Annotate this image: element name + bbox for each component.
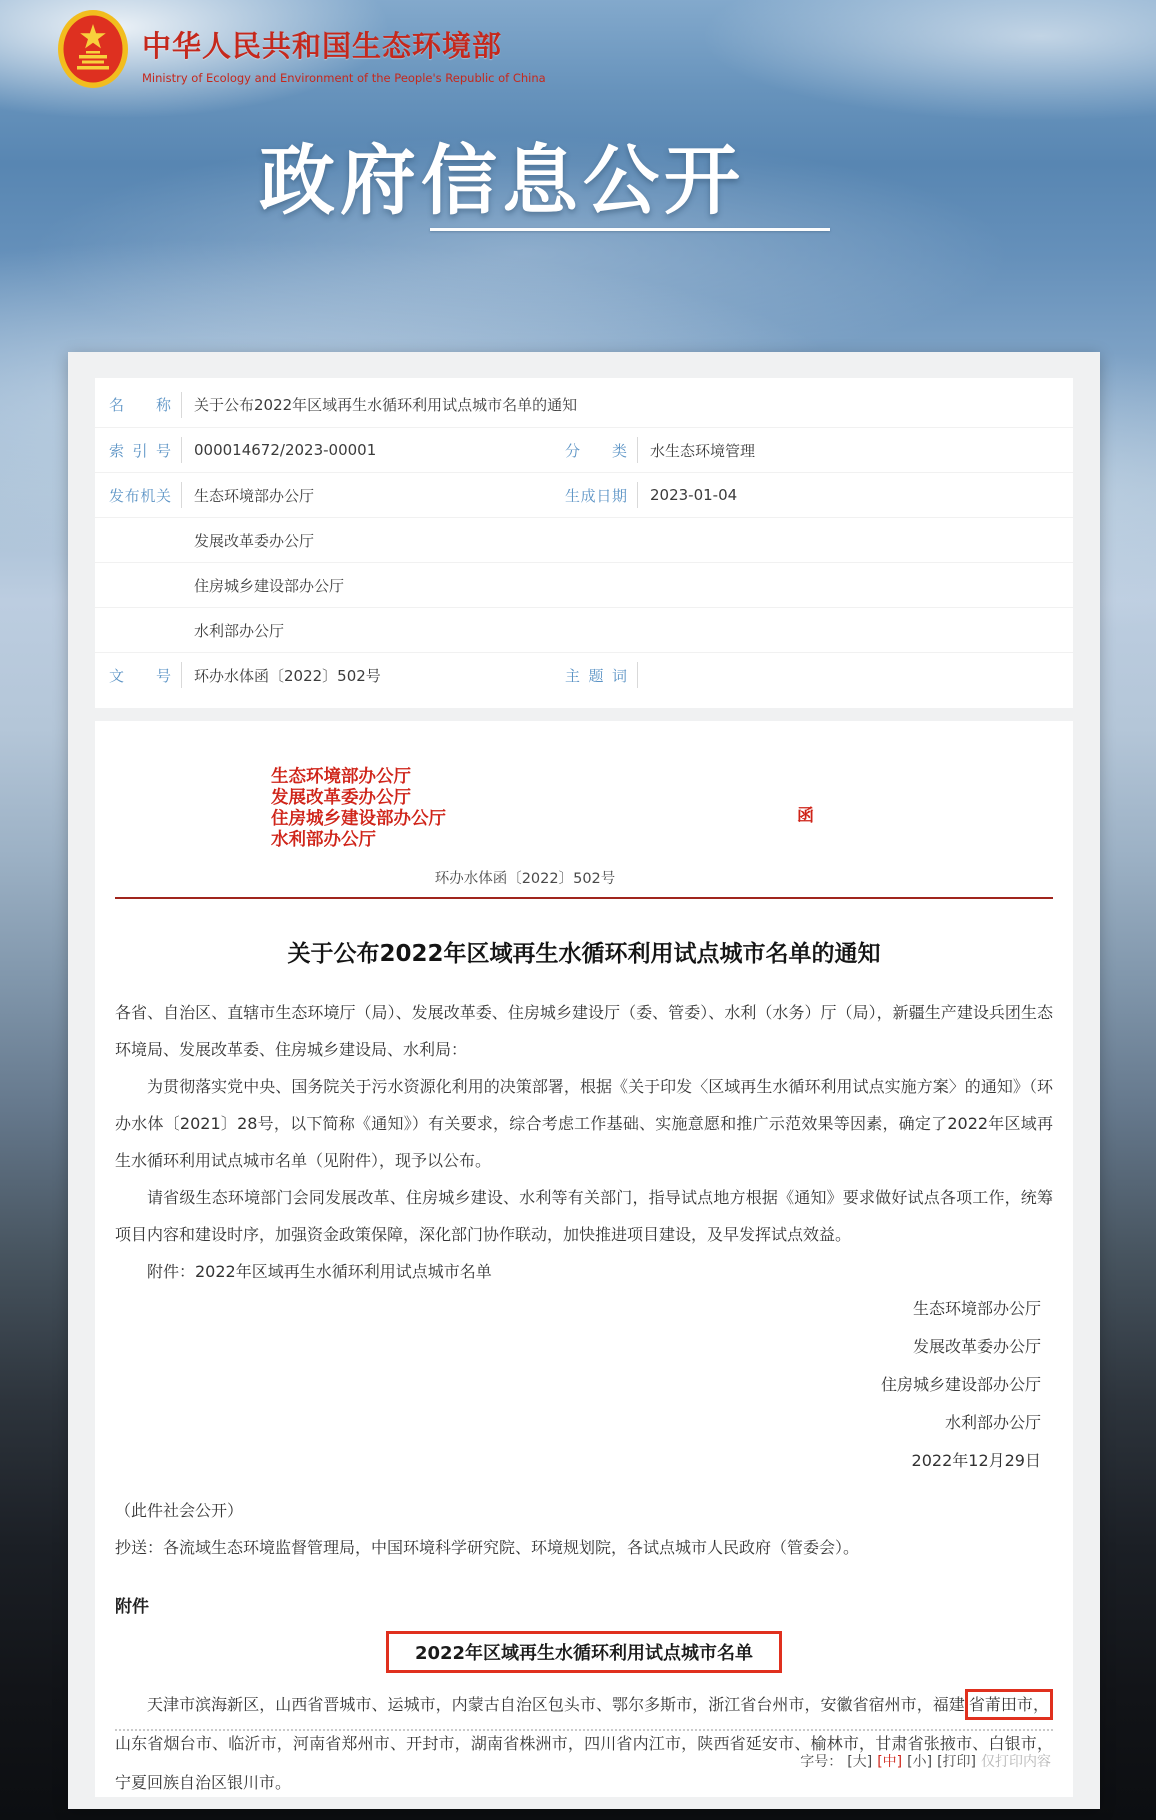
signature-block [115, 1290, 1053, 1480]
meta-value-issuer-2: 发展改革委办公厅 [194, 531, 315, 550]
agency-line: 发展改革委办公厅 [271, 788, 411, 808]
meta-value-index: 000014672/2023-00001 [194, 441, 377, 459]
meta-row-issuer-date [95, 472, 1073, 517]
meta-label-subject: 主题词 [565, 666, 627, 685]
content-container [68, 352, 1100, 1809]
meta-row-issuer-2 [95, 517, 1073, 562]
font-size-medium-button[interactable]: [中] [877, 1754, 903, 1770]
signature-agency: 水利部办公厅 [944, 1413, 1041, 1432]
ministry-name-cn: 中华人民共和国生态环境部 [142, 28, 503, 63]
print-button[interactable]: [打印] [937, 1754, 976, 1770]
agency-line: 生态环境部办公厅 [271, 767, 411, 787]
site-masthead [0, 0, 1156, 96]
document-type-char: 函 [797, 806, 814, 826]
agency-line: 住房城乡建设部办公厅 [271, 809, 446, 829]
pilot-city-list [115, 1685, 1053, 1797]
document-number: 环办水体函〔2022〕502号 [434, 871, 616, 887]
meta-value-issuer-3: 住房城乡建设部办公厅 [194, 576, 345, 595]
meta-row-issuer-4 [95, 607, 1073, 652]
meta-value-docnum: 环办水体函〔2022〕502号 [194, 666, 381, 685]
font-size-label: 字号： [800, 1754, 843, 1770]
meta-value-category: 水生态环境管理 [650, 441, 756, 460]
national-emblem-logo [56, 8, 130, 90]
cc-line: 抄送：各流域生态环境监督管理局，中国环境科学研究院、环境规划院，各试点城市人民政府（管委会）。 [115, 1538, 860, 1557]
red-rule [115, 897, 1053, 899]
meta-row-issuer-3 [95, 562, 1073, 607]
document-body [115, 994, 1053, 1290]
meta-label-docnum: 文号 [109, 666, 171, 685]
meta-value-issuer-1: 生态环境部办公厅 [194, 486, 315, 505]
signature-agency: 生态环境部办公厅 [912, 1299, 1041, 1318]
meta-label-index: 索引号 [109, 441, 171, 460]
document-metadata-table [95, 378, 1073, 708]
print-note: 仅打印内容 [981, 1754, 1051, 1770]
meta-label-category: 分类 [565, 441, 627, 460]
divider [637, 662, 638, 688]
appendix-title-highlight-box: 2022年区域再生水循环利用试点城市名单 [386, 1631, 782, 1673]
ministry-home-link[interactable] [0, 0, 1156, 90]
meta-label-date: 生成日期 [565, 486, 627, 505]
attachment-reference-line: 附件：2022年区域再生水循环利用试点城市名单 [147, 1262, 492, 1281]
meta-label-name: 名称 [109, 396, 171, 414]
signature-agency: 住房城乡建设部办公厅 [880, 1375, 1041, 1394]
appendix-label: 附件 [115, 1597, 149, 1617]
signature-agency: 发展改革委办公厅 [912, 1337, 1041, 1356]
font-size-small-button[interactable]: [小] [907, 1754, 933, 1770]
footer-dotted-divider [115, 1729, 1053, 1731]
salutation-paragraph: 各省、自治区、直辖市生态环境厅（局）、发展改革委、住房城乡建设厅（委、管委）、水利（水务）厅（局），新疆生产建设兵团生态环境局、发展改革委、住房城乡建设局、水利局： [115, 1003, 1053, 1059]
signature-date: 2022年12月29日 [911, 1451, 1041, 1470]
issuing-agencies-block [271, 767, 1053, 851]
meta-row-index-category [95, 427, 1073, 472]
meta-value-issuer-4: 水利部办公厅 [194, 621, 285, 640]
agency-line: 水利部办公厅 [271, 830, 376, 850]
body-paragraph-2: 请省级生态环境部门会同发展改革、住房城乡建设、水利等有关部门，指导试点地方根据《通知》要求做好试点各项工作，统筹项目内容和建设时序，加强资金政策保障，深化部门协作联动，加快推进项目建设，及早发挥试点效益。 [115, 1188, 1053, 1244]
public-disclosure-note: （此件社会公开） [115, 1501, 244, 1520]
meta-label-issuer: 发布机关 [109, 486, 171, 505]
city-list-segment: 山东省烟台市、临沂市，河南省郑州市、开封市，湖南省株洲市，四川省内江市，陕西省延安市、榆林市，甘肃省张掖市、白银市，宁夏回族自治区银川市。 [115, 1734, 1053, 1792]
body-paragraph-1: 为贯彻落实党中央、国务院关于污水资源化利用的决策部署，根据《关于印发〈区域再生水循环利用试点实施方案〉的通知》（环办水体〔2021〕28号，以下简称《通知》）有关要求，综合考虑工作基础、实施意愿和推广示范效果等因素，确定了2022年区域再生水循环利用试点城市名单（见附件），现予以公布。 [115, 1077, 1053, 1170]
city-list-segment: 天津市滨海新区，山西省晋城市、运城市，内蒙古自治区包头市、鄂尔多斯市，浙江省台州市，安徽省宿州市，福建 [147, 1695, 965, 1714]
font-size-large-button[interactable]: [大] [847, 1754, 873, 1770]
title-underline [430, 228, 830, 231]
document-title: 关于公布2022年区域再生水循环利用试点城市名单的通知 [287, 941, 881, 967]
meta-row-docnum-subject [95, 652, 1073, 697]
city-highlight-box: 省莆田市， [965, 1689, 1053, 1720]
official-document [95, 721, 1073, 1797]
page-title: 政府信息公开 [259, 136, 745, 225]
meta-value-name: 关于公布2022年区域再生水循环利用试点城市名单的通知 [194, 396, 578, 414]
meta-row-name [95, 382, 1073, 427]
font-size-toolbar [795, 1751, 1051, 1771]
ministry-name-en: Ministry of Ecology and Environment of the People's Republic of China [142, 70, 546, 85]
ministry-name-block [142, 14, 546, 85]
meta-value-date: 2023-01-04 [650, 486, 738, 504]
